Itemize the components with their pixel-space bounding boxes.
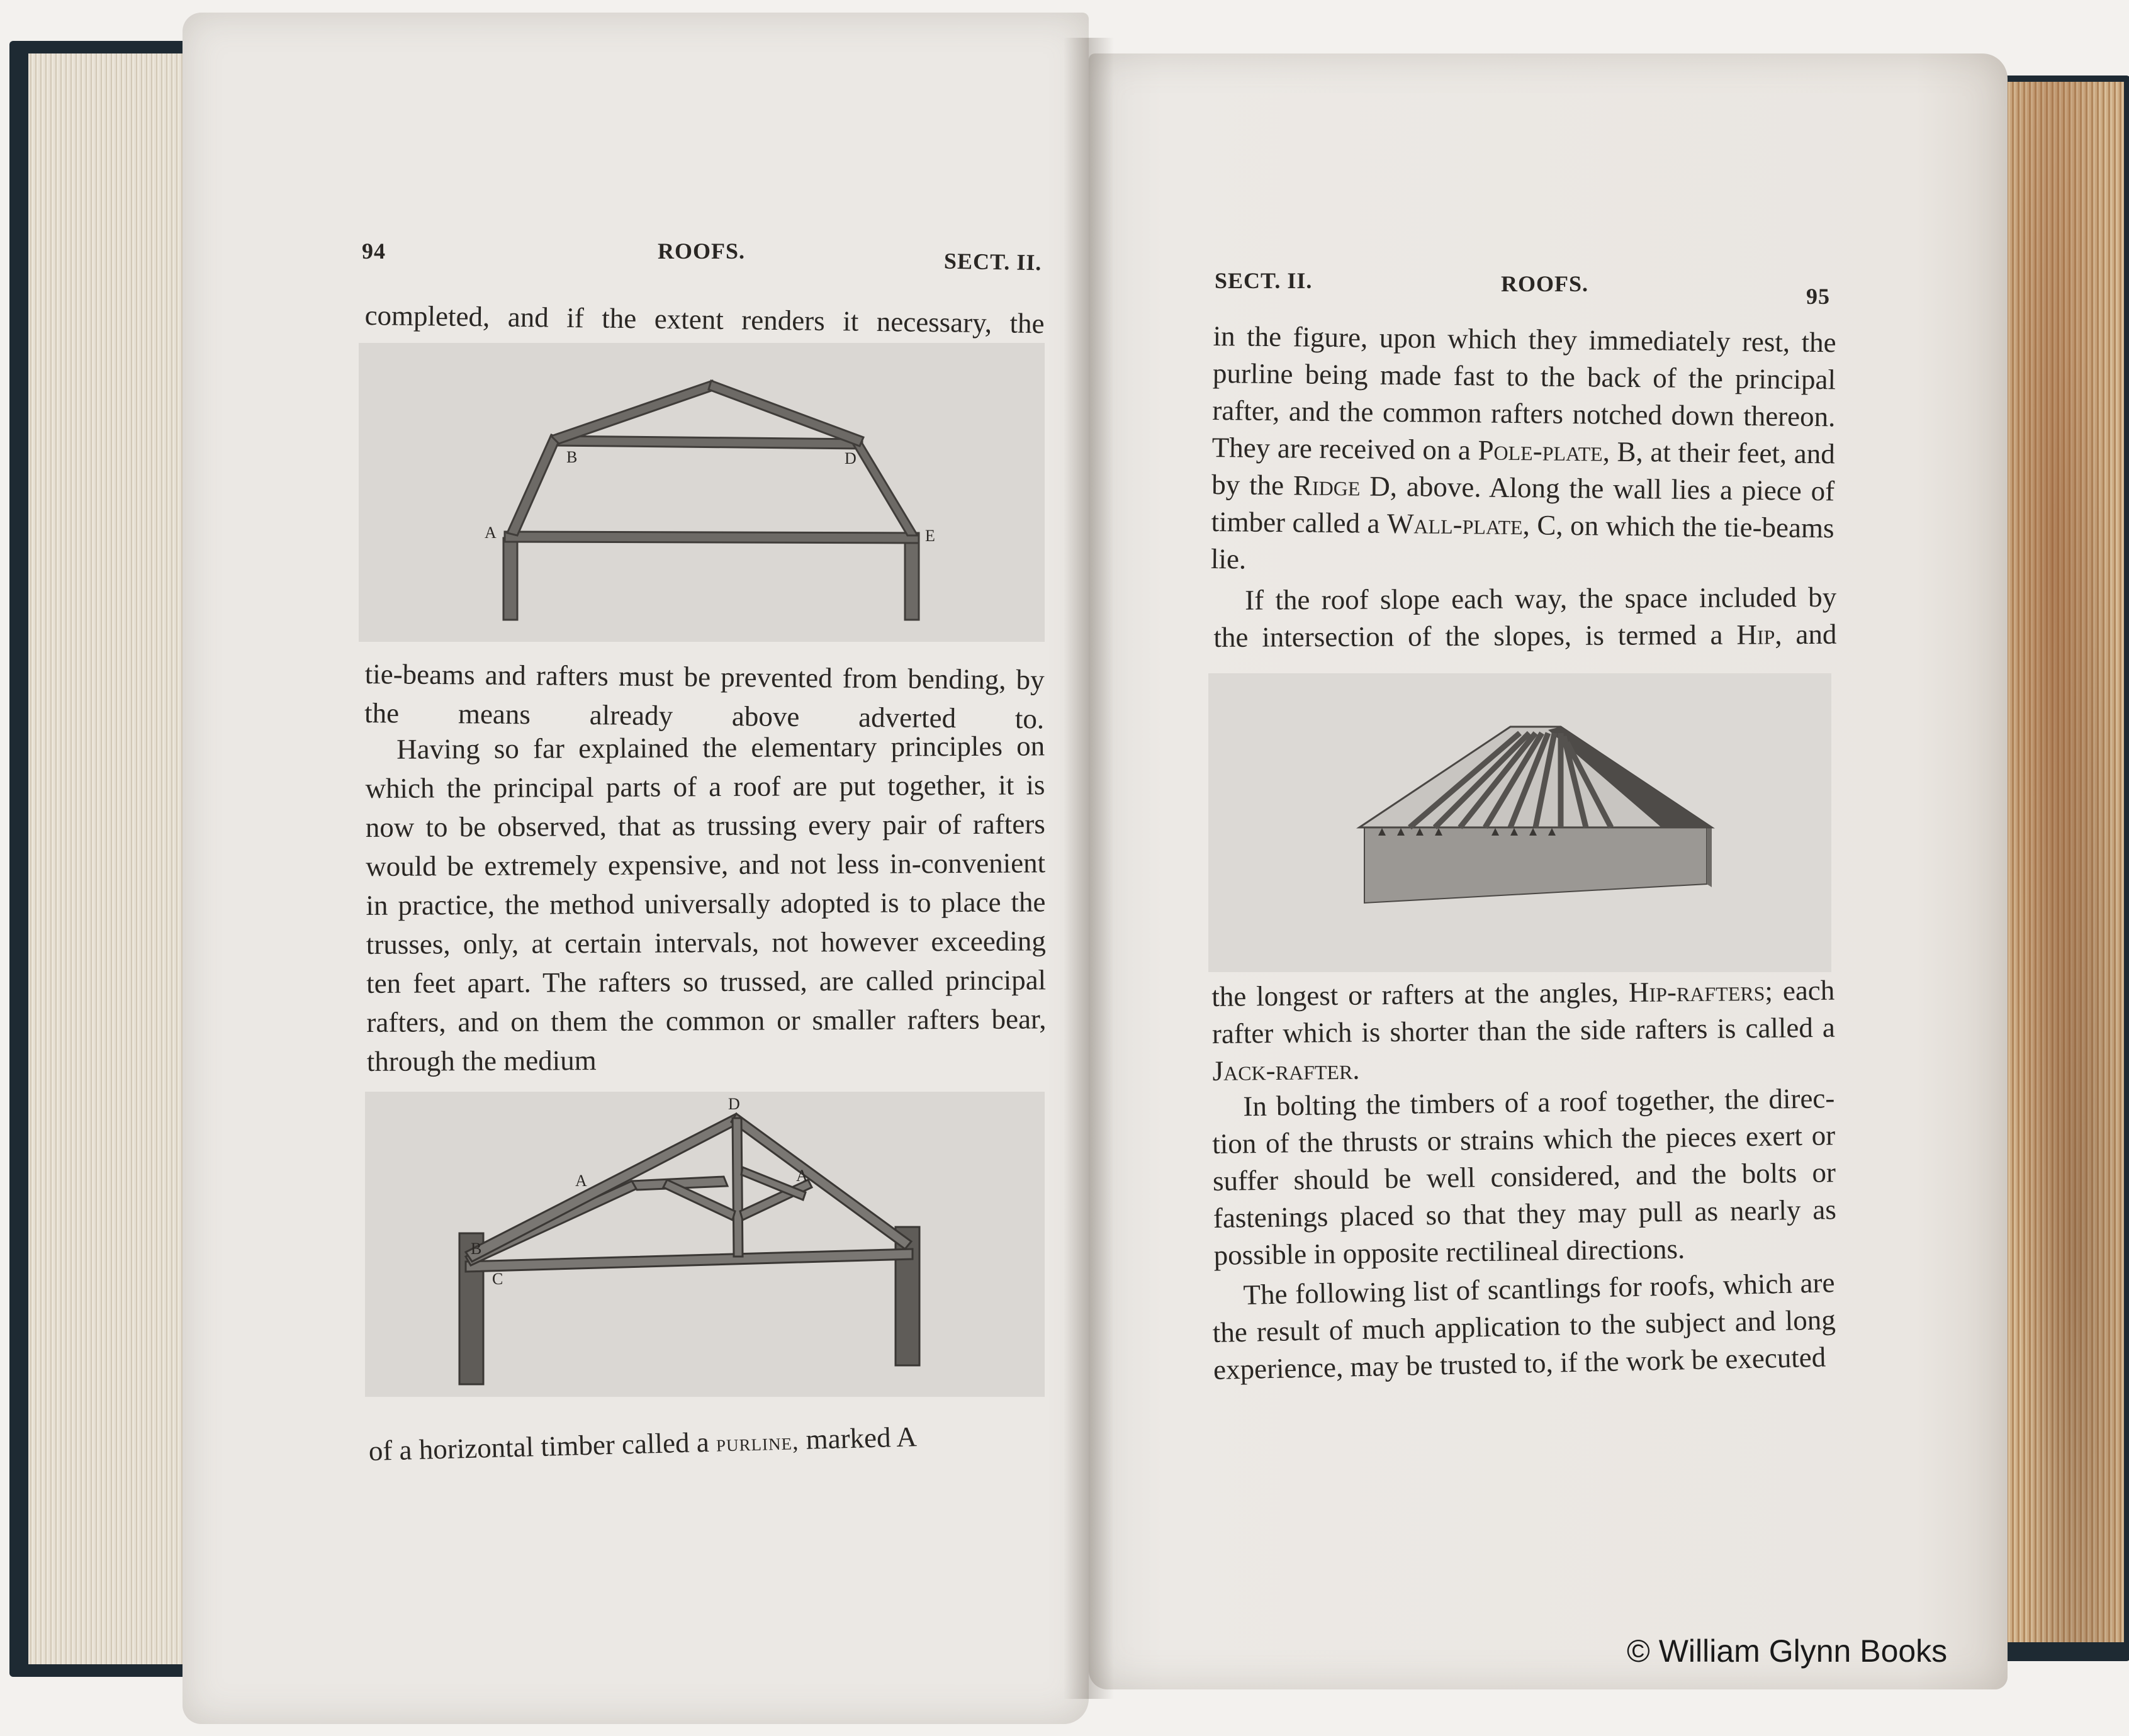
front-wall	[1364, 827, 1707, 903]
fig2-label-b: B	[471, 1240, 482, 1258]
left-page-number: 94	[362, 238, 386, 264]
p1-part-a: in the figure, upon which they immediately rest, the purline being made fast to the back of the principal rafter, and the common rafters notched down thereon. They are received on a	[1211, 320, 1836, 466]
term-hip-rafters: Hip-rafters	[1628, 975, 1765, 1009]
p2-part-a: If the roof slope each way, the space included by the intersection of the slopes, is termed a	[1213, 581, 1837, 653]
left-paragraph-2: Having so far explained the elementary principles on which the principal parts of a roof are put together, it is now to be observed, that as trussing every pair of rafters would be extremely expensive, and not less in-convenient in practice, the method universally adopted is to place the trusses, only, at certain intervals, not however exceeding ten feet apart. The rafters so trussed, are called principal rafters, and on them the common or smaller rafters bear, through the medium	[365, 730, 1047, 1077]
king-post	[733, 1118, 743, 1257]
left-paragraph-1	[364, 654, 1045, 738]
term-hip: Hip,	[1736, 619, 1782, 651]
right-running-title: ROOFS.	[1501, 271, 1589, 296]
right-paragraph-4: In bolting the timbers of a roof together, the direc-tion of the thrusts or strains which the pieces exert or suffer should be well considered, and the bolts or fastenings placed so that they may pull as nearly as possible in opposite rectilineal directions.	[1211, 1082, 1837, 1271]
bottom-line-start: of a horizontal timber called a	[368, 1426, 717, 1467]
collar-beam	[554, 436, 862, 449]
fig1-label-e: E	[925, 527, 935, 545]
hip-roof-drawing	[1208, 673, 1831, 972]
right-upper-rafter	[709, 381, 863, 446]
right-page-number: 95	[1806, 284, 1830, 309]
p1-part-b: B, at their feet, and by the	[1211, 435, 1836, 501]
figure-hip-roof	[1208, 673, 1831, 972]
p1-part-c: D, above. Along the wall lies a piece of timber called a	[1211, 470, 1835, 539]
term-pole-plate: Pole-plate,	[1478, 434, 1610, 468]
left-paragraph-1-text: tie-beams and rafters must be prevented from bending, by the means already above adverted to.	[364, 658, 1045, 735]
left-post	[503, 538, 517, 620]
term-wall-plate: Wall-plate,	[1386, 507, 1531, 541]
fig2-label-a-left: A	[575, 1172, 587, 1190]
right-post	[905, 538, 919, 620]
figure-truss-queen-post	[359, 343, 1045, 642]
left-upper-rafter	[551, 381, 715, 444]
left-section-label: SECT. II.	[943, 248, 1042, 276]
p3-part-b: ; each rafter which is shorter than the side rafters is called a	[1211, 974, 1836, 1050]
bottom-line-end: marked A	[798, 1421, 918, 1456]
term-purline: purline,	[716, 1428, 799, 1457]
right-section-label: SECT. II.	[1215, 268, 1313, 293]
right-paragraph-5: The following list of scantlings for roofs, which are the result of much application to the subject and long experience, may be trusted to, if the work be executed	[1212, 1267, 1836, 1386]
p3-part-a: the longest or rafters at the angles,	[1211, 977, 1629, 1012]
term-ridge: Ridge	[1293, 469, 1361, 502]
right-paragraph-1	[1211, 318, 1836, 584]
fig2-label-a-right: A	[796, 1167, 808, 1185]
figure-truss-king-post	[365, 1092, 1045, 1397]
fig2-label-d: D	[728, 1095, 740, 1113]
truss-diagram-2	[365, 1092, 1045, 1397]
term-jack-rafter: Jack-rafter.	[1212, 1053, 1360, 1087]
left-rafter-2	[466, 1181, 637, 1265]
right-paragraph-3	[1211, 972, 1836, 1090]
truss-diagram-1	[359, 343, 1045, 642]
fig1-label-b: B	[566, 448, 578, 466]
fig2-label-c: C	[492, 1270, 503, 1288]
tie-beam-2	[466, 1249, 913, 1272]
right-paragraph-2	[1213, 579, 1837, 656]
tie-beam	[505, 532, 919, 543]
left-running-title: ROOFS.	[658, 238, 746, 264]
right-wall	[896, 1227, 919, 1365]
right-lower-rafter	[852, 439, 918, 535]
p1-part-d: C, on which the tie-beams lie.	[1210, 509, 1834, 575]
side-wall	[1707, 827, 1712, 887]
page-block-right	[2004, 82, 2124, 1642]
fig1-label-d: D	[845, 449, 857, 468]
left-text-top-line: completed, and if the extent renders it necessary, the	[364, 299, 1045, 340]
p2-part-b: and	[1782, 618, 1837, 651]
left-lower-rafter	[507, 435, 560, 535]
book-gutter	[1064, 38, 1114, 1699]
page-block-left	[28, 53, 195, 1664]
copyright-watermark: © William Glynn Books	[1627, 1633, 1948, 1669]
fig1-label-a: A	[485, 524, 497, 542]
